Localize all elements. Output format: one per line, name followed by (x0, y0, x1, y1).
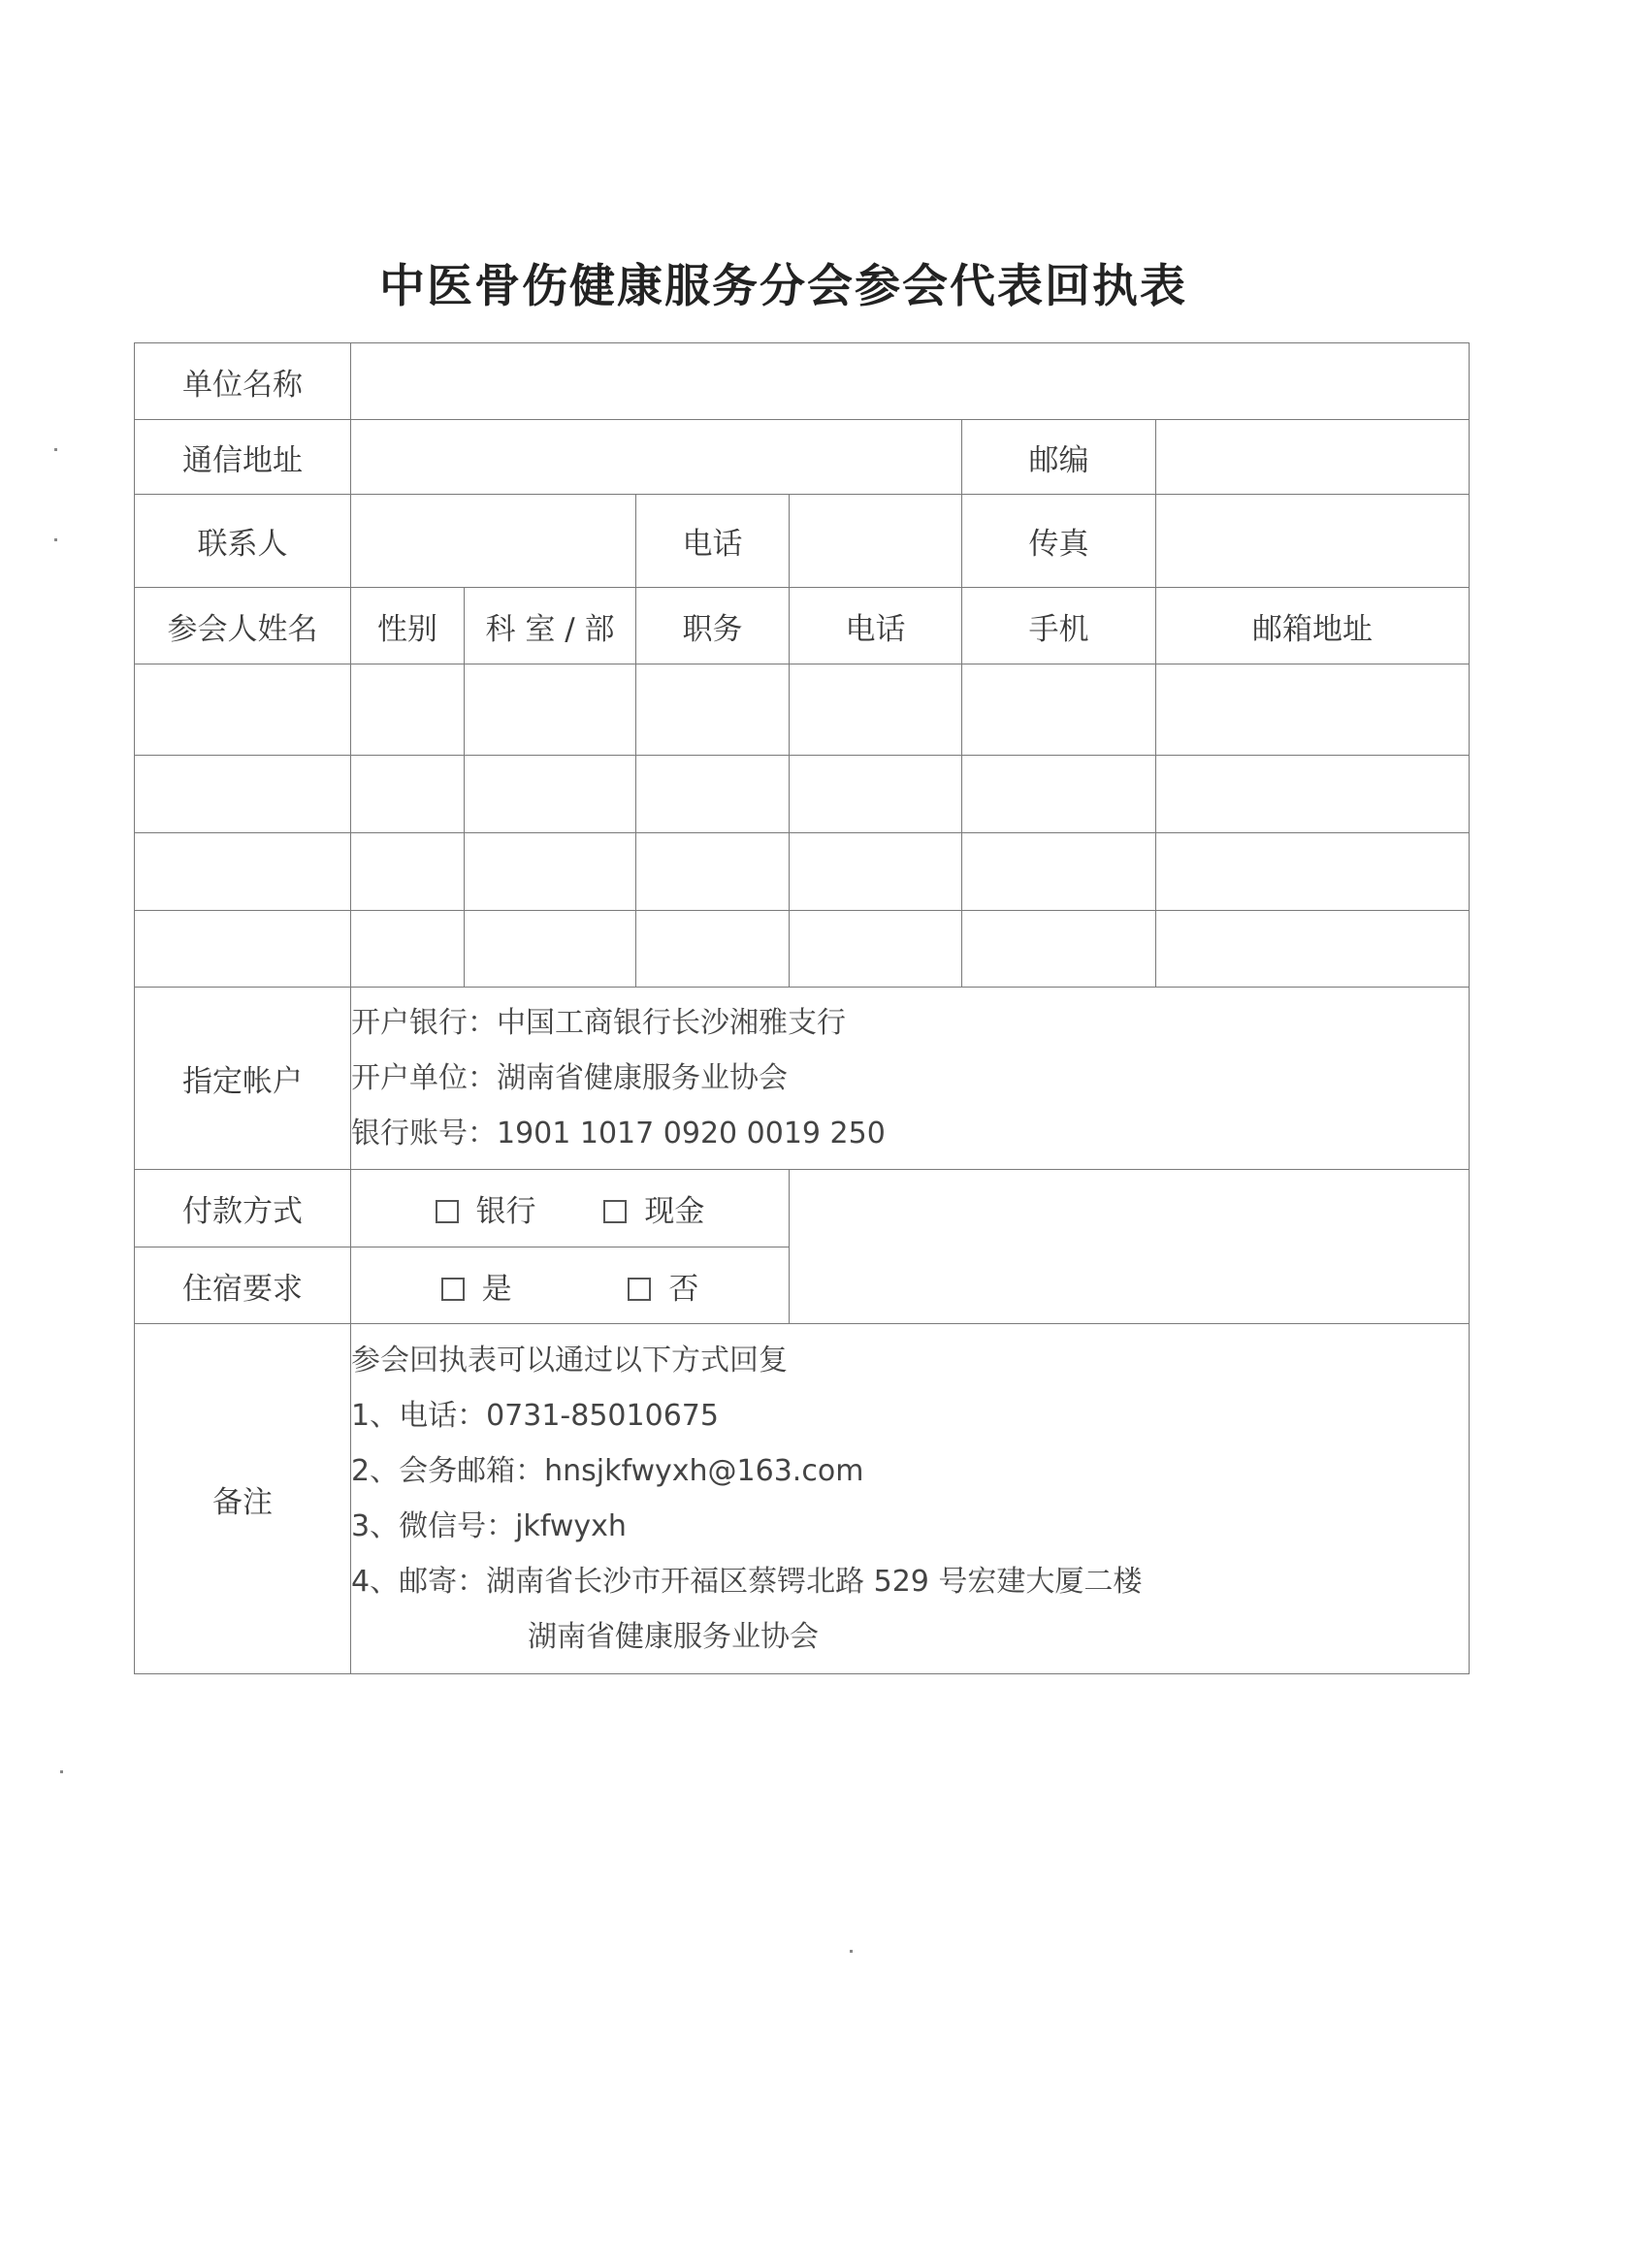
registration-form-table (134, 342, 1470, 1674)
attendee-cell[interactable] (636, 756, 790, 833)
lodging-options (351, 1247, 790, 1324)
attendee-cell[interactable] (1156, 911, 1470, 988)
payment-option-bank[interactable]: 银行 (436, 1186, 536, 1230)
attendee-cell[interactable] (962, 911, 1156, 988)
attendee-row (135, 756, 1470, 833)
row-contact (135, 495, 1470, 588)
bank-name: 开户银行：中国工商银行长沙湘雅支行 (351, 1006, 846, 1040)
attendee-cell[interactable] (962, 756, 1156, 833)
row-notes (135, 1324, 1470, 1674)
attendee-cell[interactable] (351, 911, 465, 988)
header-mobile: 手机 (962, 588, 1156, 664)
contact-label: 联系人 (135, 495, 351, 588)
notes-intro: 参会回执表可以通过以下方式回复 (351, 1344, 788, 1377)
header-gender: 性别 (351, 588, 465, 664)
scan-speck (850, 1950, 853, 1953)
attendee-cell[interactable] (1156, 664, 1470, 756)
attendee-cell[interactable] (465, 756, 636, 833)
attendee-cell[interactable] (135, 756, 351, 833)
row-address (135, 420, 1470, 495)
attendee-cell[interactable] (465, 833, 636, 911)
notes-mail-recipient: 湖南省健康服务业协会 (528, 1620, 819, 1654)
account-holder: 开户单位：湖南省健康服务业协会 (351, 1061, 788, 1095)
header-phone: 电话 (790, 588, 962, 664)
notes-phone: 1、电话：0731-85010675 (351, 1399, 719, 1433)
header-department: 科 室 / 部 (465, 588, 636, 664)
checkbox-icon[interactable] (441, 1278, 465, 1301)
unit-name-field[interactable] (351, 343, 1470, 420)
postcode-label: 邮编 (962, 420, 1156, 495)
row-unit-name (135, 343, 1470, 420)
payment-options (351, 1170, 790, 1247)
attendee-cell[interactable] (636, 911, 790, 988)
attendee-row (135, 833, 1470, 911)
notes-content (351, 1324, 1470, 1674)
attendee-cell[interactable] (636, 664, 790, 756)
attendee-cell[interactable] (790, 664, 962, 756)
attendee-cell[interactable] (465, 911, 636, 988)
notes-wechat: 3、微信号：jkfwyxh (351, 1509, 627, 1543)
lodging-option-no[interactable]: 否 (628, 1264, 698, 1308)
header-name: 参会人姓名 (135, 588, 351, 664)
attendee-header-row (135, 588, 1470, 664)
postcode-field[interactable] (1156, 420, 1470, 495)
payment-option-cash[interactable]: 现金 (603, 1186, 704, 1230)
header-email: 邮箱地址 (1156, 588, 1470, 664)
phone-field[interactable] (790, 495, 962, 588)
attendee-cell[interactable] (351, 664, 465, 756)
notes-email: 2、会务邮箱：hnsjkfwyxh@163.com (351, 1454, 864, 1488)
contact-field[interactable] (351, 495, 636, 588)
address-label: 通信地址 (135, 420, 351, 495)
attendee-cell[interactable] (636, 833, 790, 911)
checkbox-icon[interactable] (628, 1278, 651, 1301)
attendee-cell[interactable] (962, 664, 1156, 756)
notes-label: 备注 (135, 1324, 351, 1674)
account-number: 银行账号：1901 1017 0920 0019 250 (351, 1117, 886, 1150)
notes-mail: 4、邮寄：湖南省长沙市开福区蔡锷北路 529 号宏建大厦二楼 (351, 1565, 1143, 1599)
account-label: 指定帐户 (135, 988, 351, 1170)
row-account (135, 988, 1470, 1170)
attendee-cell[interactable] (1156, 833, 1470, 911)
checkbox-icon[interactable] (603, 1200, 627, 1223)
page-title: 中医骨伤健康服务分会参会代表回执表 (379, 260, 1187, 313)
fax-label: 传真 (962, 495, 1156, 588)
attendee-cell[interactable] (465, 664, 636, 756)
attendee-row (135, 911, 1470, 988)
lodging-option-yes[interactable]: 是 (441, 1264, 512, 1308)
scan-speck (54, 538, 57, 541)
attendee-cell[interactable] (135, 664, 351, 756)
attendee-cell[interactable] (135, 833, 351, 911)
checkbox-icon[interactable] (436, 1200, 459, 1223)
header-position: 职务 (636, 588, 790, 664)
attendee-row (135, 664, 1470, 756)
address-field[interactable] (351, 420, 962, 495)
lodging-label: 住宿要求 (135, 1247, 351, 1324)
fax-field[interactable] (1156, 495, 1470, 588)
attendee-cell[interactable] (790, 833, 962, 911)
row-payment (135, 1170, 1470, 1247)
scan-speck (60, 1770, 63, 1773)
attendee-cell[interactable] (1156, 756, 1470, 833)
attendee-cell[interactable] (351, 833, 465, 911)
attendee-cell[interactable] (135, 911, 351, 988)
payment-label: 付款方式 (135, 1170, 351, 1247)
blank-cell (790, 1170, 1470, 1324)
attendee-cell[interactable] (351, 756, 465, 833)
attendee-cell[interactable] (962, 833, 1156, 911)
attendee-cell[interactable] (790, 911, 962, 988)
unit-name-label: 单位名称 (135, 343, 351, 420)
attendee-cell[interactable] (790, 756, 962, 833)
phone-label: 电话 (636, 495, 790, 588)
scan-speck (54, 448, 57, 451)
account-info (351, 988, 1470, 1170)
